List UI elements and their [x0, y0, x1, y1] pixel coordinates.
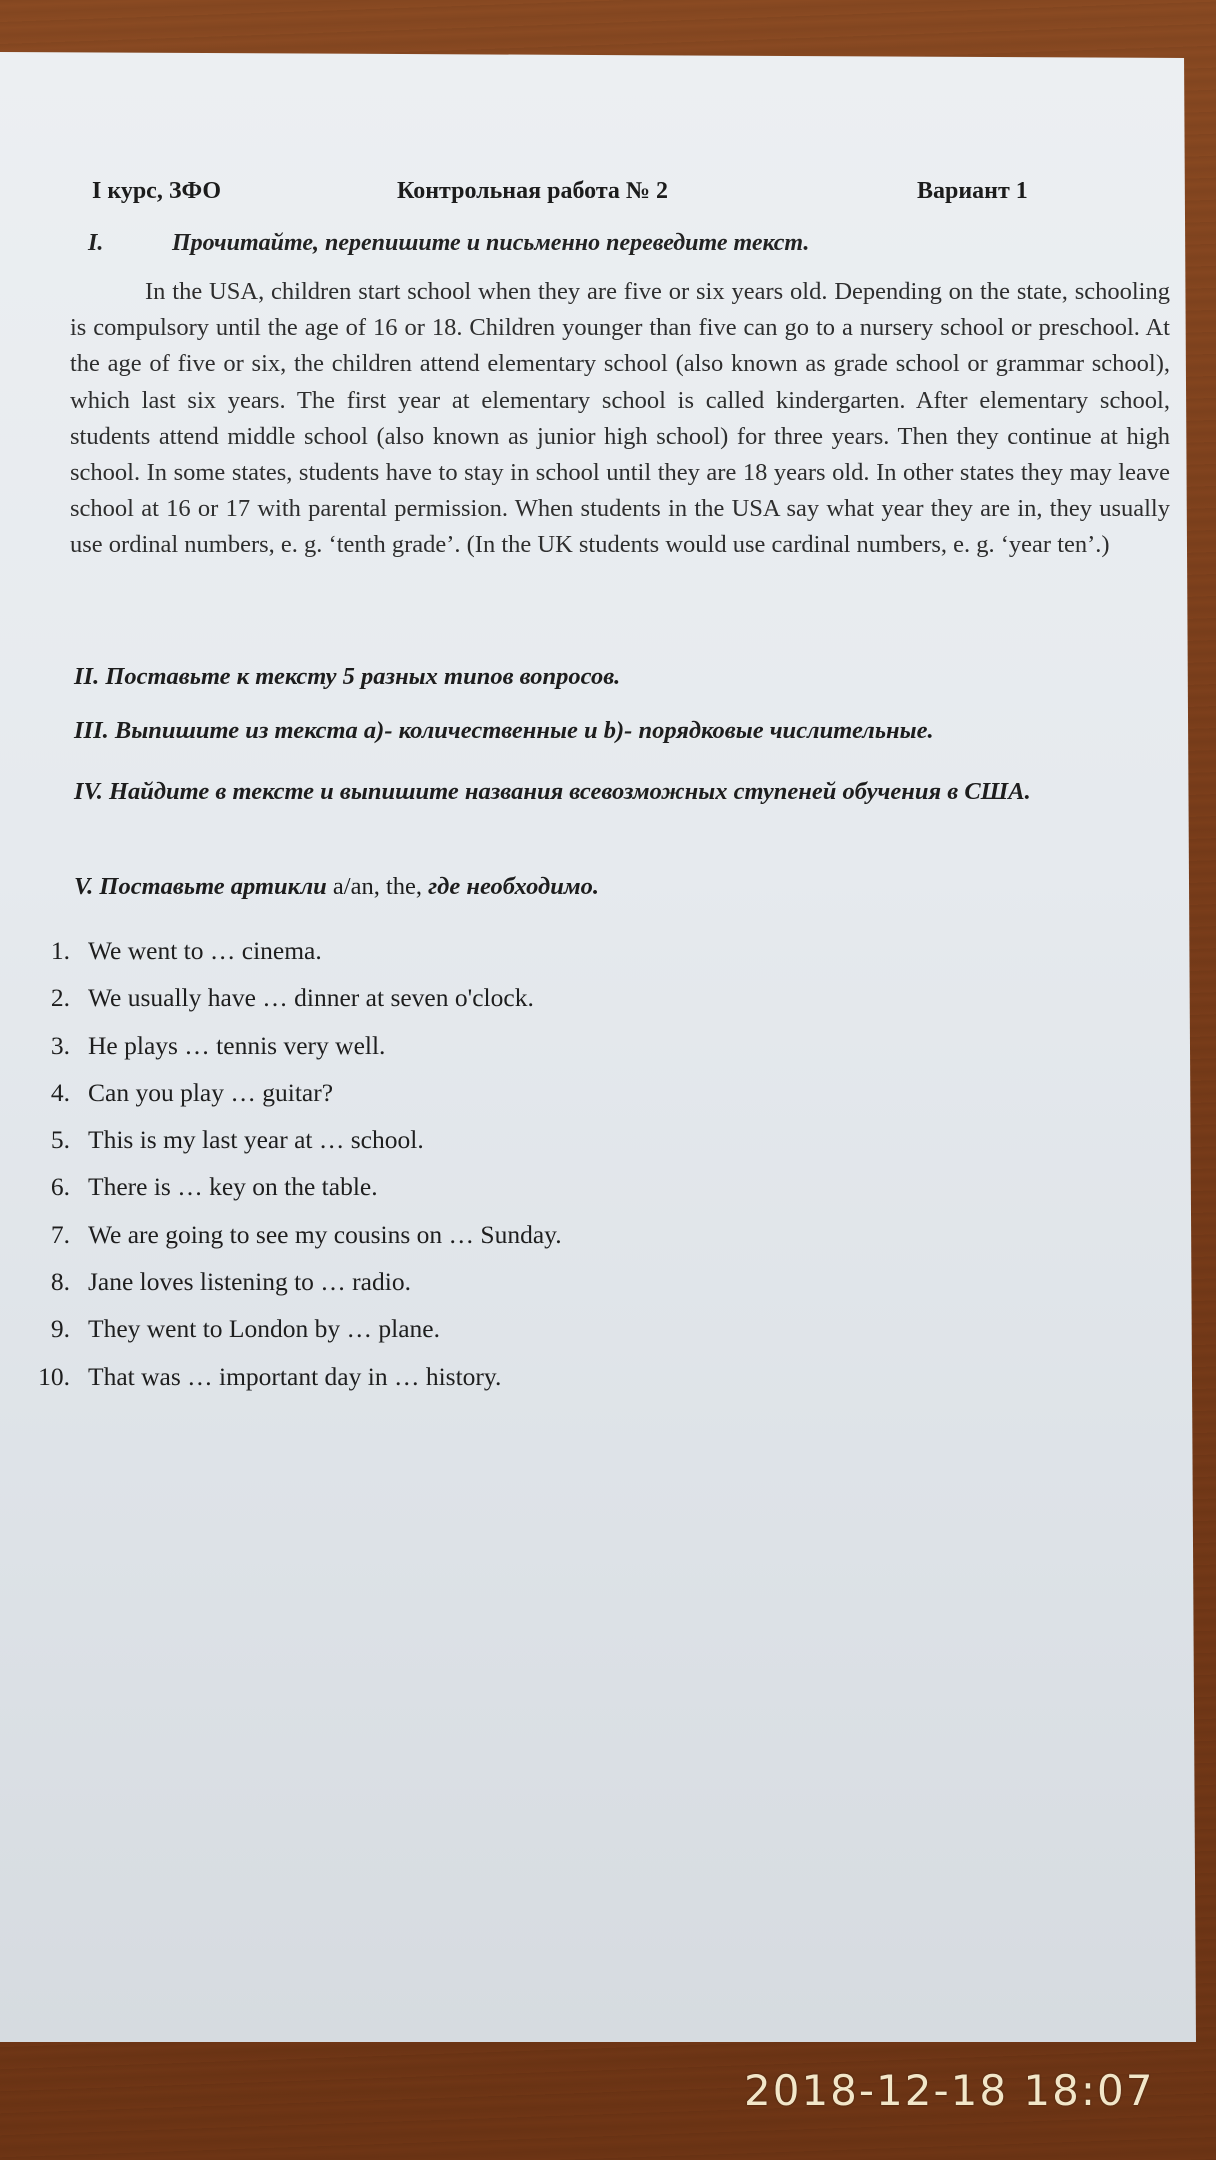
- item-text: Jane loves listening to … radio.: [88, 1267, 411, 1297]
- item-number: 9.: [50, 1314, 70, 1344]
- exercise-list: [14, 936, 562, 1409]
- list-item: [14, 936, 562, 983]
- item-number: 7.: [50, 1219, 70, 1249]
- task-5-articles: a/an, the,: [332, 873, 423, 900]
- item-number: 2.: [50, 983, 70, 1013]
- list-item: [14, 983, 562, 1030]
- task-5: [74, 870, 1134, 904]
- list-item: [14, 1362, 562, 1409]
- item-text: We usually have … dinner at seven o'clock.: [88, 983, 534, 1013]
- list-item: [14, 1078, 562, 1125]
- variant-label: Вариант 1: [917, 178, 1028, 204]
- item-number: 8.: [50, 1267, 70, 1297]
- item-number: 1.: [50, 936, 70, 965]
- item-text: Can you play … guitar?: [88, 1077, 334, 1107]
- list-item: [14, 1031, 562, 1078]
- item-text: They went to London by … plane.: [88, 1314, 440, 1344]
- item-number: 5.: [50, 1125, 70, 1155]
- task-1: [88, 230, 809, 257]
- task-1-number: I.: [88, 230, 104, 256]
- list-item: [14, 1314, 562, 1361]
- list-item: [14, 1172, 562, 1219]
- list-item: [14, 1220, 562, 1267]
- task-3: III. Выпишите из текста а)- количественные и b)- порядковые числительные.: [74, 717, 934, 744]
- item-text: There is … key on the table.: [88, 1172, 378, 1202]
- task-5-prefix: V. Поставьте артикли: [74, 873, 327, 900]
- task-5-suffix: где необходимо.: [428, 873, 599, 900]
- task-4: IV. Найдите в тексте и выпишите названия всевозможных ступеней обучения в США.: [74, 778, 1031, 805]
- item-number: 6.: [50, 1172, 70, 1202]
- task-2: II. Поставьте к тексту 5 разных типов вопросов.: [74, 663, 621, 690]
- task-1-instruction: Прочитайте, перепишите и письменно переведите текст.: [172, 230, 810, 256]
- item-text: We went to … cinema.: [88, 936, 322, 965]
- list-item: [14, 1267, 562, 1314]
- photo-timestamp: 2018-12-18 18:07: [744, 2066, 1155, 2115]
- item-text: That was … important day in … history.: [88, 1361, 502, 1391]
- list-item: [14, 1125, 562, 1172]
- reading-text: In the USA, children start school when they are five or six years old. Depending on the state, schooling is compulsory until the age of 16 or 18. Children younger than five can go to a nursery school or preschool. At the age of five or six, the children attend elementary school (also known as grade school or grammar school), which last six years. The first year at elementary school is called kindergarten. After elementary school, students attend middle school (also known as junior high school) for three years. Then they continue at high school. In some states, students have to stay in school until they are 18 years old. In other states they may leave school at 16 or 17 with parental permission. When students in the USA say what year they are in, they usually use ordinal numbers, e. g. ‘tenth grade’. (In the UK students would use cardinal numbers, e. g. ‘year ten’.): [70, 278, 1170, 559]
- course-label: I курс, ЗФО: [92, 178, 222, 204]
- item-number: 10.: [38, 1361, 70, 1391]
- item-number: 4.: [50, 1077, 70, 1107]
- item-number: 3.: [50, 1030, 70, 1060]
- document-title: Контрольная работа № 2: [397, 178, 669, 204]
- item-text: He plays … tennis very well.: [88, 1030, 386, 1060]
- item-text: This is my last year at … school.: [88, 1125, 424, 1155]
- item-text: We are going to see my cousins on … Sunday.: [88, 1219, 562, 1249]
